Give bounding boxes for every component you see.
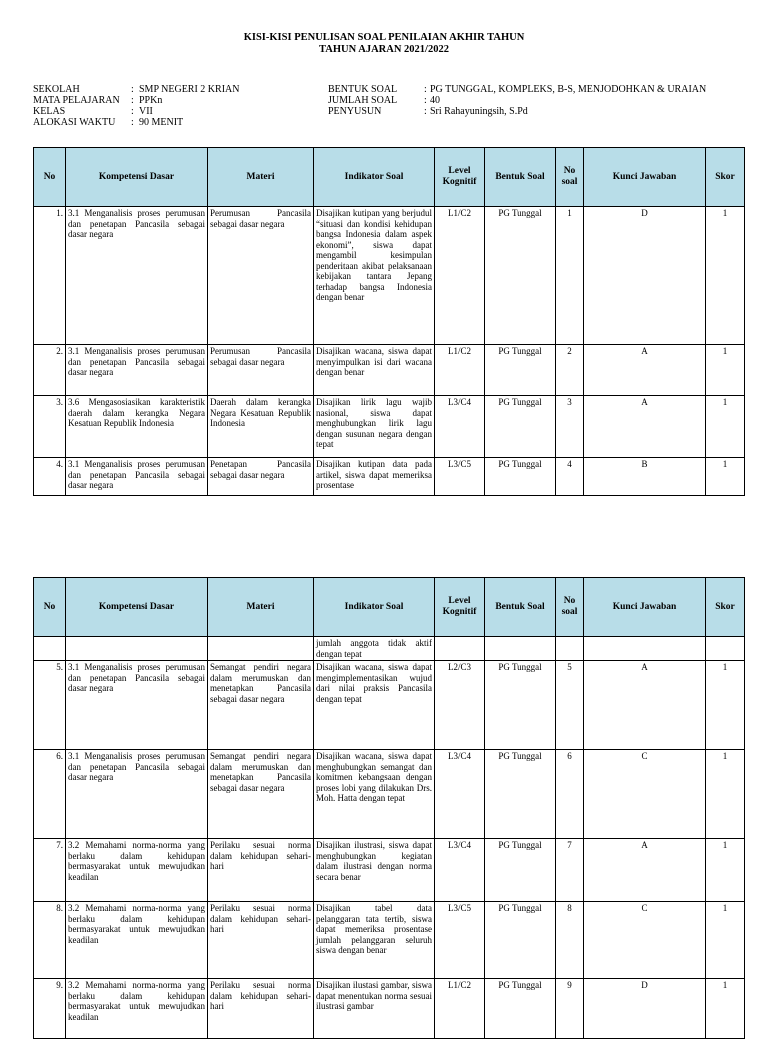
cell-level: L3/C4 [435, 839, 485, 902]
header-no: No [34, 578, 66, 637]
cell-skor: 1 [706, 458, 745, 496]
cell-materi: Perumusan Pancasila sebagai dasar negara [208, 345, 314, 396]
kisi-table-1 [33, 147, 745, 496]
cell-indikator: jumlah anggota tidak aktif dengan tepat [314, 637, 435, 661]
cell-no: 8. [34, 902, 66, 979]
cell-skor: 1 [706, 839, 745, 902]
meta-value-penyusun: Sri Rahayuningsih, S.Pd [430, 106, 528, 117]
cell-materi: Semangat pendiri negara dalam merumuskan dan menetapkan Pancasila sebagai dasar negara [208, 661, 314, 750]
cell-kd: 3.1 Menganalisis proses perumusan dan penetapan Pancasila sebagai dasar negara [66, 345, 208, 396]
header-indikator: Indikator Soal [314, 578, 435, 637]
cell-skor: 1 [706, 979, 745, 1039]
cell-materi: Daerah dalam kerangka Negara Kesatuan Republik Indonesia [208, 396, 314, 458]
cell-kd: 3.1 Menganalisis proses perumusan dan penetapan Pancasila sebagai dasar negara [66, 207, 208, 345]
cell-no: 6. [34, 750, 66, 839]
header-skor: Skor [706, 148, 745, 207]
cell-skor: 1 [706, 902, 745, 979]
header-nosoal-line2: soal [561, 607, 578, 617]
table-row [34, 458, 745, 496]
header-level-line2: Kognitif [442, 607, 477, 617]
meta-value-kelas: VII [139, 106, 153, 117]
cell-kunci: A [584, 345, 706, 396]
meta-label-kelas: KELAS [33, 106, 66, 117]
cell-level: L1/C2 [435, 345, 485, 396]
header-level [435, 148, 485, 207]
header-no: No [34, 148, 66, 207]
cell-indikator: Disajikan tabel data pelanggaran tata tertib, siswa dapat memeriksa prosentase jumlah pelanggaran seluruh siswa dengan benar [314, 902, 435, 979]
kisi-table-2 [33, 577, 745, 1039]
cell-kunci: A [584, 661, 706, 750]
header-kunci: Kunci Jawaban [584, 148, 706, 207]
cell-nosoal: 7 [556, 839, 584, 902]
cell-indikator: Disajikan wacana, siswa dapat menyimpulkan isi dari wacana dengan benar [314, 345, 435, 396]
meta-value-alokasi: 90 MENIT [139, 117, 184, 128]
meta-value-mapel: PPKn [139, 95, 163, 106]
cell-kd: 3.6 Mengasosiasikan karakteristik daerah dalam kerangka Negara Kesatuan Republik Indonesia [66, 396, 208, 458]
cell-kunci [584, 637, 706, 661]
cell-no: 3. [34, 396, 66, 458]
cell-nosoal: 6 [556, 750, 584, 839]
cell-kunci: C [584, 750, 706, 839]
header-nosoal [556, 148, 584, 207]
cell-level: L3/C5 [435, 458, 485, 496]
cell-materi: Perumusan Pancasila sebagai dasar negara [208, 207, 314, 345]
table-row [34, 979, 745, 1039]
meta-right: BENTUK SOAL : PG TUNGGAL, KOMPLEKS, B-S, MENJODOHKAN & URAIAN JUMLAH SOAL : 40 PENYUSUN : Sri Rahayuningsih, S.Pd [328, 84, 707, 117]
cell-level: L1/C2 [435, 979, 485, 1039]
cell-bentuk [485, 637, 556, 661]
header-nosoal-line1: No [563, 596, 576, 606]
cell-kd: 3.1 Menganalisis proses perumusan dan penetapan Pancasila sebagai dasar negara [66, 750, 208, 839]
cell-no [34, 637, 66, 661]
cell-bentuk: PG Tunggal [485, 458, 556, 496]
cell-no: 5. [34, 661, 66, 750]
table-row [34, 396, 745, 458]
cell-nosoal: 5 [556, 661, 584, 750]
table-row-continuation [34, 637, 745, 661]
cell-level: L3/C5 [435, 902, 485, 979]
table-row [34, 345, 745, 396]
cell-nosoal: 3 [556, 396, 584, 458]
cell-bentuk: PG Tunggal [485, 661, 556, 750]
header-kd: Kompetensi Dasar [66, 148, 208, 207]
cell-no: 2. [34, 345, 66, 396]
cell-nosoal: 2 [556, 345, 584, 396]
header-level-line2: Kognitif [442, 177, 477, 187]
title-line-2: TAHUN AJARAN 2021/2022 [319, 44, 449, 55]
cell-kd: 3.2 Memahami norma-norma yang berlaku dalam kehidupan bermasyarakat untuk mewujudkan keadilan [66, 979, 208, 1039]
cell-bentuk: PG Tunggal [485, 207, 556, 345]
cell-indikator: Disajikan kutipan data pada artikel, siswa dapat memeriksa prosentase [314, 458, 435, 496]
meta-value-jumlah: 40 [430, 95, 440, 106]
cell-kunci: C [584, 902, 706, 979]
meta-label-penyusun: PENYUSUN [328, 106, 382, 117]
cell-no: 9. [34, 979, 66, 1039]
cell-level: L1/C2 [435, 207, 485, 345]
header-skor: Skor [706, 578, 745, 637]
cell-level: L3/C4 [435, 396, 485, 458]
cell-skor: 1 [706, 750, 745, 839]
meta-label-mapel: MATA PELAJARAN [33, 95, 120, 106]
cell-skor: 1 [706, 207, 745, 345]
cell-kd: 3.2 Memahami norma-norma yang berlaku dalam kehidupan bermasyarakat untuk mewujudkan keadilan [66, 839, 208, 902]
header-kd: Kompetensi Dasar [66, 578, 208, 637]
cell-bentuk: PG Tunggal [485, 979, 556, 1039]
meta-value-bentuk: PG TUNGGAL, KOMPLEKS, B-S, MENJODOHKAN & URAIAN [430, 84, 707, 95]
cell-indikator: Disajikan ilustrasi, siswa dapat menghubungkan kegiatan dalam ilustrasi dengan norma secara benar [314, 839, 435, 902]
cell-materi: Penetapan Pancasila sebagai dasar negara [208, 458, 314, 496]
meta-label-alokasi: ALOKASI WAKTU [33, 117, 116, 128]
cell-indikator: Disajikan wacana, siswa dapat mengimplementasikan wujud dari nilai praksis Pancasila dengan tepat [314, 661, 435, 750]
cell-no: 7. [34, 839, 66, 902]
document-title [0, 32, 768, 56]
cell-skor: 1 [706, 661, 745, 750]
header-indikator: Indikator Soal [314, 148, 435, 207]
cell-level [435, 637, 485, 661]
cell-indikator: Disajikan wacana, siswa dapat menghubungkan semangat dan komitmen kebangsaan dengan proses lobi yang dilakukan Drs. Moh. Hatta dengan tepat [314, 750, 435, 839]
cell-kunci: B [584, 458, 706, 496]
cell-indikator: Disajikan ilustasi gambar, siswa dapat menentukan norma sesuai ilustrasi gambar [314, 979, 435, 1039]
table-header-row [34, 148, 745, 207]
cell-materi: Perilaku sesuai norma dalam kehidupan sehari-hari [208, 839, 314, 902]
meta-label-bentuk: BENTUK SOAL [328, 84, 398, 95]
meta-value-sekolah: SMP NEGERI 2 KRIAN [139, 84, 240, 95]
cell-bentuk: PG Tunggal [485, 839, 556, 902]
cell-kunci: A [584, 839, 706, 902]
cell-no: 4. [34, 458, 66, 496]
cell-materi: Semangat pendiri negara dalam merumuskan dan menetapkan Pancasila sebagai dasar negara [208, 750, 314, 839]
cell-nosoal: 4 [556, 458, 584, 496]
header-nosoal-line2: soal [561, 177, 578, 187]
cell-kd [66, 637, 208, 661]
table-row [34, 839, 745, 902]
cell-no: 1. [34, 207, 66, 345]
cell-skor [706, 637, 745, 661]
meta-label-sekolah: SEKOLAH [33, 84, 80, 95]
cell-bentuk: PG Tunggal [485, 396, 556, 458]
header-nosoal-line1: No [563, 166, 576, 176]
header-level [435, 578, 485, 637]
cell-level: L2/C3 [435, 661, 485, 750]
cell-nosoal: 9 [556, 979, 584, 1039]
meta-left: SEKOLAH : SMP NEGERI 2 KRIAN MATA PELAJARAN : PPKn KELAS : VII ALOKASI WAKTU : 90 MENIT [33, 84, 240, 128]
header-bentuk: Bentuk Soal [485, 578, 556, 637]
table-row [34, 661, 745, 750]
header-level-line1: Level [448, 166, 471, 176]
table-header-row [34, 578, 745, 637]
cell-nosoal: 1 [556, 207, 584, 345]
cell-kunci: A [584, 396, 706, 458]
cell-nosoal [556, 637, 584, 661]
header-materi: Materi [208, 578, 314, 637]
cell-materi [208, 637, 314, 661]
table-row [34, 902, 745, 979]
cell-bentuk: PG Tunggal [485, 345, 556, 396]
cell-nosoal: 8 [556, 902, 584, 979]
cell-skor: 1 [706, 396, 745, 458]
meta-label-jumlah: JUMLAH SOAL [328, 95, 398, 106]
cell-kd: 3.1 Menganalisis proses perumusan dan penetapan Pancasila sebagai dasar negara [66, 458, 208, 496]
cell-bentuk: PG Tunggal [485, 750, 556, 839]
cell-indikator: Disajikan lirik lagu wajib nasional, siswa dapat menghubungkan lirik lagu dengan susunan negara dengan tepat [314, 396, 435, 458]
header-nosoal [556, 578, 584, 637]
cell-kunci: D [584, 979, 706, 1039]
cell-kd: 3.1 Menganalisis proses perumusan dan penetapan Pancasila sebagai dasar negara [66, 661, 208, 750]
title-line-1: KISI-KISI PENULISAN SOAL PENILAIAN AKHIR TAHUN [243, 32, 525, 43]
cell-materi: Perilaku sesuai norma dalam kehidupan sehari-hari [208, 979, 314, 1039]
cell-skor: 1 [706, 345, 745, 396]
header-bentuk: Bentuk Soal [485, 148, 556, 207]
cell-indikator: Disajikan kutipan yang berjudul “situasi dan kondisi kehidupan bangsa Indonesia dalam aspek ekonomi”, siswa dapat mengambil kesimpulan penderitaan akibat pelaksanaan kebijakan tantara Jepang terhadap bangsa Indonesia dengan benar [314, 207, 435, 345]
table-row [34, 207, 745, 345]
header-kunci: Kunci Jawaban [584, 578, 706, 637]
table-row [34, 750, 745, 839]
cell-level: L3/C4 [435, 750, 485, 839]
cell-kd: 3.2 Memahami norma-norma yang berlaku dalam kehidupan bermasyarakat untuk mewujudkan keadilan [66, 902, 208, 979]
cell-bentuk: PG Tunggal [485, 902, 556, 979]
cell-materi: Perilaku sesuai norma dalam kehidupan sehari-hari [208, 902, 314, 979]
header-level-line1: Level [448, 596, 471, 606]
cell-kunci: D [584, 207, 706, 345]
header-materi: Materi [208, 148, 314, 207]
